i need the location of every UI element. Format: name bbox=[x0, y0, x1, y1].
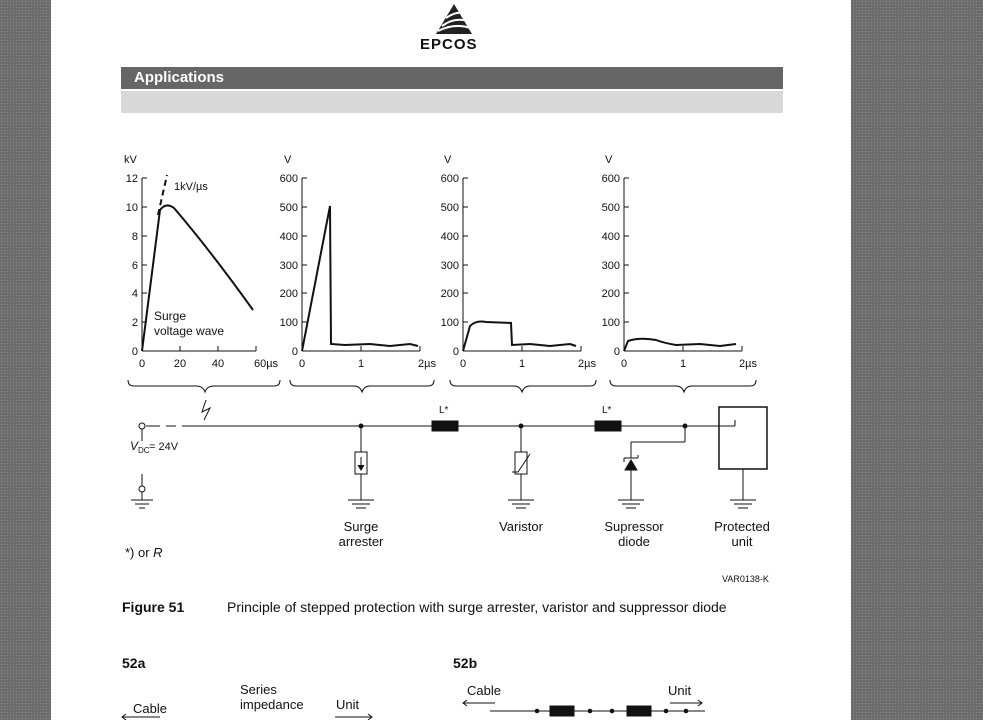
chart1-ytick: 10 bbox=[125, 202, 138, 214]
chart1-xtick-labels bbox=[139, 358, 279, 370]
chart3-xtick-labels bbox=[460, 358, 597, 370]
fig52a-unit-label: Unit bbox=[336, 697, 360, 712]
chart4-ytick: 0 bbox=[613, 346, 620, 358]
chart3-xtick: 0 bbox=[459, 358, 467, 370]
chart2-xtick: 2µs bbox=[418, 358, 436, 370]
figure52a-label: 52a bbox=[122, 655, 146, 671]
chart2-curve bbox=[302, 206, 418, 351]
protected-unit-box bbox=[719, 407, 767, 469]
ground-icon bbox=[348, 500, 374, 508]
impedance-symbol bbox=[550, 706, 574, 716]
chart1-ytick: 4 bbox=[131, 288, 138, 300]
surge-arrester-label: arrester bbox=[338, 534, 384, 549]
fig52a-series-label: impedance bbox=[240, 697, 304, 712]
inductor-symbol bbox=[595, 421, 621, 431]
section-title: Applications bbox=[134, 69, 225, 86]
chart1-xtick: 20 bbox=[173, 358, 187, 370]
ground-icon bbox=[131, 500, 153, 508]
chart3-ytick: 0 bbox=[452, 346, 459, 358]
chart1-xtick: 40 bbox=[211, 358, 225, 370]
protected-unit-label: unit bbox=[731, 534, 753, 549]
chart2-ytick: 100 bbox=[279, 317, 298, 329]
chart2-brace bbox=[290, 380, 434, 392]
chart2-xtick: 1 bbox=[357, 358, 365, 370]
fig52b-unit-label: Unit bbox=[668, 683, 692, 698]
chart2-ytick: 500 bbox=[279, 202, 298, 214]
suppressor-label: Supressor bbox=[604, 519, 664, 534]
chart1-slope-dashed bbox=[158, 175, 167, 215]
chart1-ytick: 6 bbox=[131, 260, 138, 272]
circuit-diagram bbox=[131, 400, 767, 508]
suppressor-diode-symbol bbox=[625, 460, 637, 470]
vdc-label: V bbox=[130, 439, 139, 453]
chart1-ytick: 0 bbox=[131, 346, 138, 358]
chart1-label: Surge bbox=[154, 309, 187, 323]
chart1-brace bbox=[128, 380, 280, 392]
varistor-label: Varistor bbox=[499, 519, 543, 534]
suppressor-label: diode bbox=[618, 534, 650, 549]
fig52a-cable-label: Cable bbox=[133, 701, 167, 716]
fig52a-series-label: Series bbox=[240, 682, 277, 697]
figure-label: Figure 51 bbox=[122, 599, 185, 615]
chart2-ytick: 200 bbox=[279, 288, 298, 300]
chart1-ytick-labels bbox=[126, 173, 138, 358]
chart1-ytick: 12 bbox=[125, 173, 138, 185]
chart2-xtick-labels bbox=[299, 358, 437, 370]
chart4-ytick: 300 bbox=[601, 260, 620, 272]
chart4-xtick-labels bbox=[621, 358, 758, 370]
chart4-xtick: 1 bbox=[679, 358, 687, 370]
source-terminal bbox=[139, 423, 145, 429]
chart1-ytick: 2 bbox=[131, 317, 138, 329]
chart2-xtick: 0 bbox=[298, 358, 306, 370]
inductor-label: L* bbox=[602, 405, 612, 416]
inductor-symbol bbox=[432, 421, 458, 431]
vdc-value: = 24V bbox=[149, 441, 179, 453]
ground-icon bbox=[618, 500, 644, 508]
chart4-ytick-labels bbox=[602, 173, 620, 358]
surge-arrester-label: Surge bbox=[343, 519, 379, 534]
chart1-annotation: 1kV/µs bbox=[174, 181, 208, 193]
epcos-logo-text: EPCOS bbox=[420, 36, 478, 53]
chart1-xtick: 0 bbox=[138, 358, 146, 370]
chart1-label: voltage wave bbox=[154, 324, 225, 338]
ground-icon bbox=[730, 500, 756, 508]
chart2-unit: V bbox=[284, 154, 292, 166]
chart3-ytick-labels bbox=[441, 173, 459, 358]
lightning-icon bbox=[202, 400, 210, 420]
chart3-xtick: 2µs bbox=[578, 358, 596, 370]
epcos-logo-icon bbox=[436, 4, 473, 34]
section-subheader-band bbox=[121, 91, 783, 113]
chart2-ytick-labels bbox=[280, 173, 298, 358]
ground-icon bbox=[508, 500, 534, 508]
chart3-ytick: 200 bbox=[440, 288, 459, 300]
chart3-unit: V bbox=[444, 154, 452, 166]
chart3-brace bbox=[450, 380, 596, 392]
protected-unit-label: Protected bbox=[714, 519, 770, 534]
chart1-xtick: 60µs bbox=[253, 358, 279, 370]
chart4-ytick: 100 bbox=[601, 317, 620, 329]
chart4-ytick: 500 bbox=[601, 202, 620, 214]
impedance-symbol bbox=[627, 706, 651, 716]
chart2-ytick: 400 bbox=[279, 231, 298, 243]
chart4-xtick: 0 bbox=[620, 358, 628, 370]
chart1-ytick: 8 bbox=[131, 231, 138, 243]
chart4-curve bbox=[624, 339, 736, 351]
chart3-xtick: 1 bbox=[518, 358, 526, 370]
chart3-curve bbox=[463, 322, 576, 352]
chart2-ytick: 600 bbox=[279, 173, 298, 185]
chart1-unit: kV bbox=[124, 154, 137, 166]
fig52b-cable-label: Cable bbox=[467, 683, 501, 698]
figure52b-label: 52b bbox=[453, 655, 478, 671]
chart3-ytick: 100 bbox=[440, 317, 459, 329]
chart4-unit: V bbox=[605, 154, 613, 166]
chart4-ytick: 200 bbox=[601, 288, 620, 300]
chart2-ytick: 0 bbox=[291, 346, 298, 358]
chart1-xticks bbox=[180, 346, 256, 351]
chart4-ytick: 400 bbox=[601, 231, 620, 243]
figure52-partial bbox=[122, 700, 705, 720]
chart1-yticks bbox=[142, 178, 147, 322]
chart3-ytick: 400 bbox=[440, 231, 459, 243]
footnote: *) or R bbox=[125, 545, 163, 560]
figure-code: VAR0138-K bbox=[722, 574, 769, 584]
chart4-xtick: 2µs bbox=[739, 358, 757, 370]
chart4-ytick: 600 bbox=[601, 173, 620, 185]
varistor-symbol bbox=[515, 452, 527, 474]
chart3-ytick: 600 bbox=[440, 173, 459, 185]
chart2-ytick: 300 bbox=[279, 260, 298, 272]
inductor-label: L* bbox=[439, 405, 449, 416]
vdc-sub: DC bbox=[138, 446, 150, 455]
chart4-brace bbox=[610, 380, 756, 392]
chart3-ytick: 500 bbox=[440, 202, 459, 214]
figure-caption: Principle of stepped protection with surge arrester, varistor and suppressor diode bbox=[227, 599, 727, 615]
chart3-ytick: 300 bbox=[440, 260, 459, 272]
